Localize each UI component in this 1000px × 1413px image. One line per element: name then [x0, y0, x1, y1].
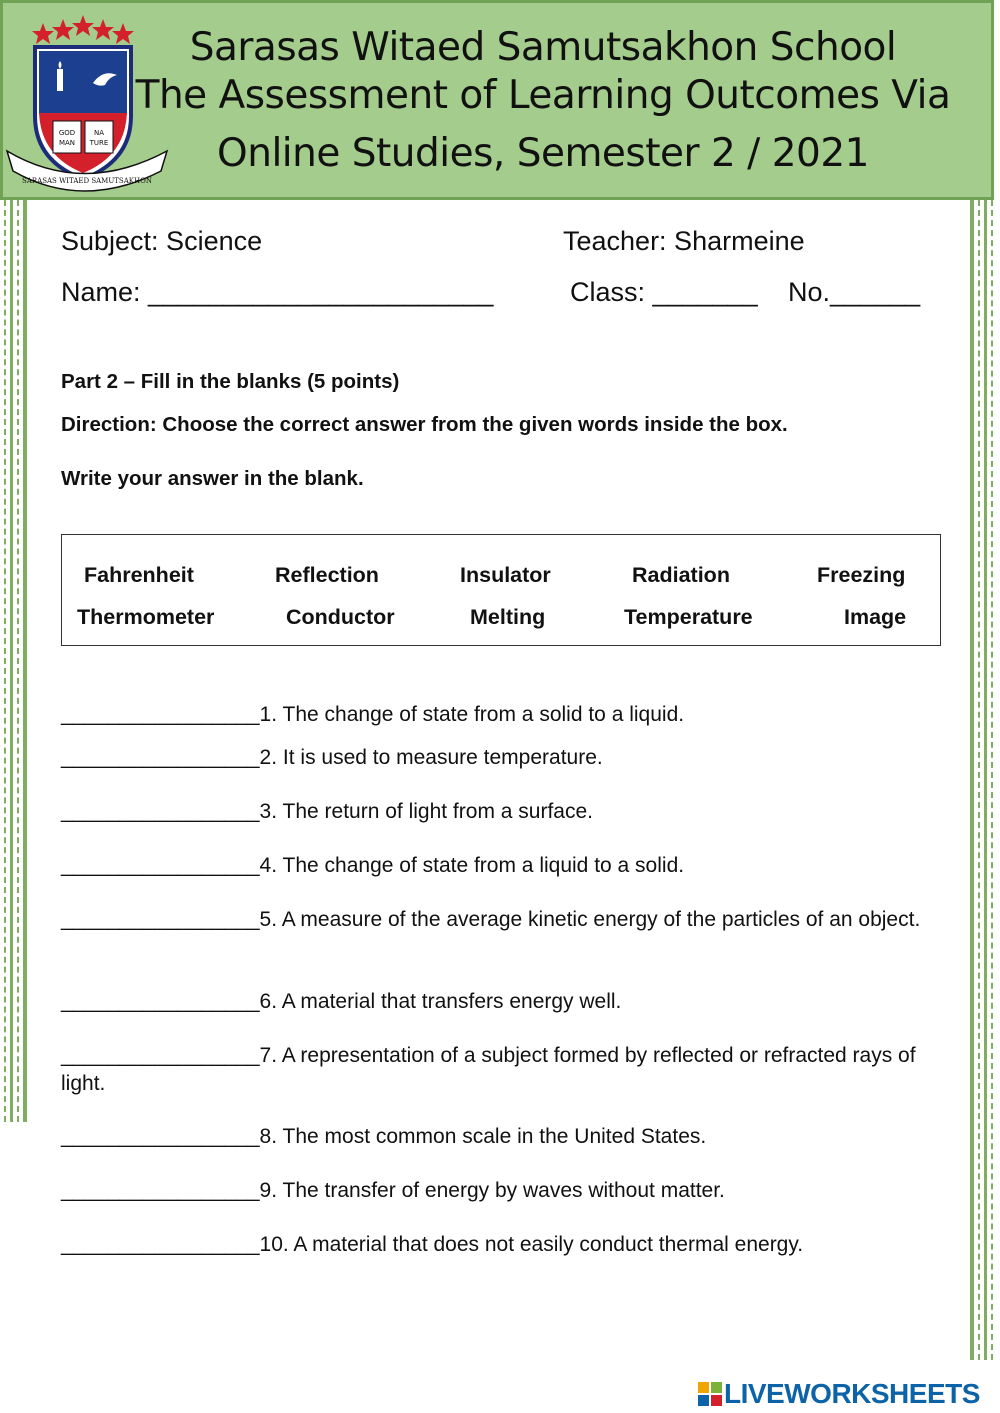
header-banner	[0, 0, 994, 200]
svg-text:GOD: GOD	[58, 129, 76, 137]
brand-text: LIVEWORKSHEETS	[724, 1378, 980, 1409]
teacher-label: Teacher: Sharmeine	[563, 226, 805, 256]
write-instruction: Write your answer in the blank.	[61, 467, 364, 490]
right-border-decoration	[966, 200, 996, 1360]
word-bank-item: Melting	[470, 605, 546, 629]
question-item[interactable]: _________________3. The return of light from a surface.	[61, 800, 593, 823]
word-bank-item: Thermometer	[77, 605, 215, 629]
word-bank-item: Radiation	[632, 563, 730, 587]
word-bank-box	[61, 534, 941, 646]
question-item[interactable]: _________________7. A representation of a subject formed by reflected or refracted rays of light.	[61, 1044, 916, 1095]
word-bank-item: Image	[844, 605, 907, 629]
school-name: Sarasas Witaed Samutsakhon School	[189, 25, 897, 70]
name-field[interactable]: Name: _______________________	[61, 277, 494, 307]
class-field[interactable]: Class: _______	[570, 277, 758, 307]
word-bank-item: Freezing	[817, 563, 906, 587]
question-item[interactable]: _________________6. A material that transfers energy well.	[61, 990, 622, 1013]
question-item[interactable]: _________________4. The change of state from a liquid to a solid.	[61, 854, 685, 877]
number-field[interactable]: No.______	[788, 277, 921, 307]
direction-text: Direction: Choose the correct answer from the given words inside the box.	[61, 413, 788, 436]
word-bank-item: Fahrenheit	[84, 563, 194, 587]
word-bank-item: Insulator	[460, 563, 551, 587]
svg-text:TURE: TURE	[89, 139, 109, 147]
svg-text:SARASAS WITAED SAMUTSAKHON: SARASAS WITAED SAMUTSAKHON	[22, 177, 152, 185]
semester-title: Online Studies, Semester 2 / 2021	[217, 131, 869, 176]
word-bank-item: Reflection	[275, 563, 379, 587]
question-item[interactable]: _________________10. A material that does not easily conduct thermal energy.	[61, 1233, 804, 1256]
assessment-title: The Assessment of Learning Outcomes Via	[135, 73, 951, 118]
svg-text:MAN: MAN	[58, 139, 76, 147]
left-border-decoration	[4, 200, 28, 1122]
subject-label: Subject: Science	[61, 226, 263, 256]
part-heading: Part 2 – Fill in the blanks (5 points)	[61, 370, 400, 393]
word-bank-item: Conductor	[286, 605, 395, 629]
question-item[interactable]: _________________1. The change of state from a solid to a liquid.	[61, 703, 685, 726]
liveworksheets-icon	[698, 1382, 722, 1406]
word-bank-item: Temperature	[624, 605, 753, 629]
question-item[interactable]: _________________5. A measure of the average kinetic energy of the particles of an object.	[61, 908, 921, 931]
svg-text:NA: NA	[93, 129, 105, 137]
question-item[interactable]: _________________8. The most common scale in the United States.	[61, 1125, 707, 1148]
question-item[interactable]: _________________9. The transfer of energy by waves without matter.	[61, 1179, 725, 1202]
liveworksheets-logo[interactable]	[698, 1378, 998, 1410]
question-item[interactable]: _________________2. It is used to measure temperature.	[61, 746, 603, 769]
